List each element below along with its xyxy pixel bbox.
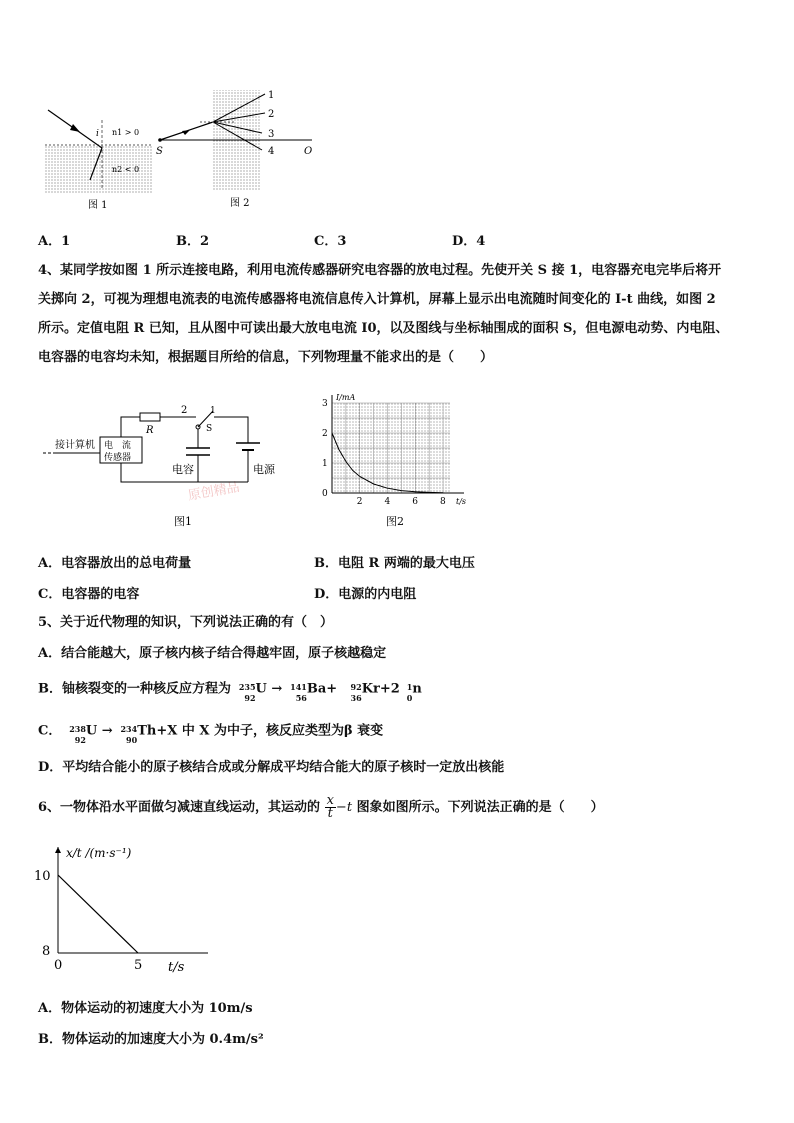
fig2-label-2: 2 [268, 109, 275, 120]
it-x-tick: 6 [412, 497, 419, 507]
sensor-label-1: 电 流 [104, 441, 132, 451]
q5-option-d[interactable]: D．平均结合能小的原子核结合成或分解成平均结合能大的原子核时一定放出核能 [38, 760, 505, 775]
q4-it-chart [310, 385, 475, 530]
it-x-tick: 8 [440, 497, 446, 507]
it-x-tick: 2 [356, 497, 363, 507]
switch-pos-2: 2 [181, 405, 188, 416]
nuclide-u238: 238 92 [69, 724, 86, 745]
q6-chart [28, 835, 218, 985]
q4-stem-line-2: 关掷向 2，可视为理想电流表的电流传感器将电流信息传入计算机，屏幕上显示出电流随时间变化的 I-t 曲线，如图 2 [38, 292, 716, 307]
it-x-label: t/s [456, 497, 467, 506]
switch-pos-1: 1 [210, 406, 216, 416]
q3-option-a[interactable]: A．1 [38, 234, 71, 249]
fig1-n2: n2 < 0 [112, 165, 140, 174]
it-y-tick: 3 [322, 399, 328, 409]
nuclide-kr92: 92 36 [350, 682, 362, 703]
q6-data-line [58, 875, 138, 953]
q3-option-b[interactable]: B．2 [176, 234, 210, 249]
vt-y-tick-10: 10 [34, 869, 51, 884]
q3-option-d[interactable]: D．4 [452, 234, 486, 249]
q4-stem-line-3: 所示。定值电阻 R 已知，且从图中可读出最大放电电流 I0，以及图线与坐标轴围成的面积 S，但电源电动势、内电阻、 [38, 321, 729, 336]
it-y-tick: 1 [322, 459, 328, 469]
fig2-label-3: 3 [268, 129, 275, 140]
q4-fig1-caption: 图1 [174, 515, 192, 528]
q6-fraction: $\frac{x}{t}$ [326, 793, 334, 821]
it-y-tick: 0 [322, 489, 328, 499]
fig1-angle-i: i [96, 129, 99, 139]
q4-option-d[interactable]: D．电源的内电阻 [314, 587, 417, 602]
vt-x-label: t/s [168, 960, 185, 975]
vt-x-tick-0: 0 [54, 958, 63, 973]
q4-option-c[interactable]: C．电容器的电容 [38, 587, 140, 602]
vt-y-arrow [55, 847, 61, 853]
vt-y-label: x/t /(m·s⁻¹) [66, 846, 132, 860]
q6-stem: 6、一物体沿水平面做匀减速直线运动，其运动的 $\frac{x}{t}$ −t 图象如图所示。下列说法正确的是（ ） [38, 793, 604, 821]
it-y-label: I/mA [336, 393, 356, 402]
sensor-label-2: 传感器 [104, 453, 132, 463]
q4-fig2-caption: 图2 [386, 515, 404, 528]
to-computer-label: 接计算机 [55, 440, 95, 451]
q4-option-a[interactable]: A．电容器放出的总电荷量 [38, 556, 192, 571]
q3-option-c[interactable]: C．3 [314, 234, 347, 249]
source-label: 电源 [253, 463, 275, 476]
resistor-R [140, 413, 160, 421]
nuclide-u235: 235 92 [238, 682, 256, 703]
watermark: 原创精品 [186, 480, 241, 504]
q4-option-b[interactable]: B．电阻 R 两端的最大电压 [314, 556, 475, 571]
switch-label: S [206, 424, 213, 434]
vt-x-tick-5: 5 [134, 958, 143, 973]
q5-option-b[interactable]: B．铀核裂变的一种核反应方程为 235 92 U → 141 56 Ba+ 92 36 Kr+2 1 0 n [38, 681, 422, 703]
q4-stem-line-1: 4、某同学按如图 1 所示连接电路，利用电流传感器研究电容器的放电过程。先使开关 S 接 1，电容器充电完毕后将开 [38, 263, 722, 278]
q5-option-a[interactable]: A．结合能越大，原子核内核子结合得越牢固，原子核越稳定 [38, 646, 387, 661]
fig2-label-S: S [156, 146, 163, 157]
fig2-label-4: 4 [268, 146, 275, 157]
q5-optb-prefix: B．铀核裂变的一种核反应方程为 [38, 681, 231, 697]
fig2-label-O: O [304, 146, 313, 157]
fig1-n1: n1 > 0 [112, 128, 140, 137]
it-x-tick: 4 [384, 497, 391, 507]
q6-option-b[interactable]: B．物体运动的加速度大小为 0.4m/s² [38, 1032, 264, 1047]
q3-figures [30, 80, 330, 215]
capacitor-label: 电容 [172, 463, 194, 476]
q4-stem-line-4: 电容器的电容均未知，根据题目所给的信息，下列物理量不能求出的是（ ） [38, 350, 494, 365]
q5-option-c[interactable]: C． 238 92 U → 234 90 Th+X 中 X 为中子，核反应类型为β 衰变 [38, 723, 384, 745]
q4-circuit-figure [38, 385, 308, 530]
resistor-label: R [146, 425, 154, 436]
nuclide-th234: 234 90 [120, 724, 138, 745]
nuclide-ba141: 141 56 [290, 682, 307, 703]
q5-stem: 5、关于近代物理的知识，下列说法正确的有（ ） [38, 615, 334, 630]
fig2-caption: 图 2 [230, 198, 250, 209]
vt-y-tick-8: 8 [42, 944, 51, 959]
fig2-label-1: 1 [268, 90, 275, 101]
it-y-tick: 2 [322, 429, 328, 439]
q6-option-a[interactable]: A．物体运动的初速度大小为 10m/s [38, 1001, 253, 1016]
nuclide-neutron: 1 0 [406, 682, 413, 703]
fig1-caption: 图 1 [88, 200, 108, 211]
